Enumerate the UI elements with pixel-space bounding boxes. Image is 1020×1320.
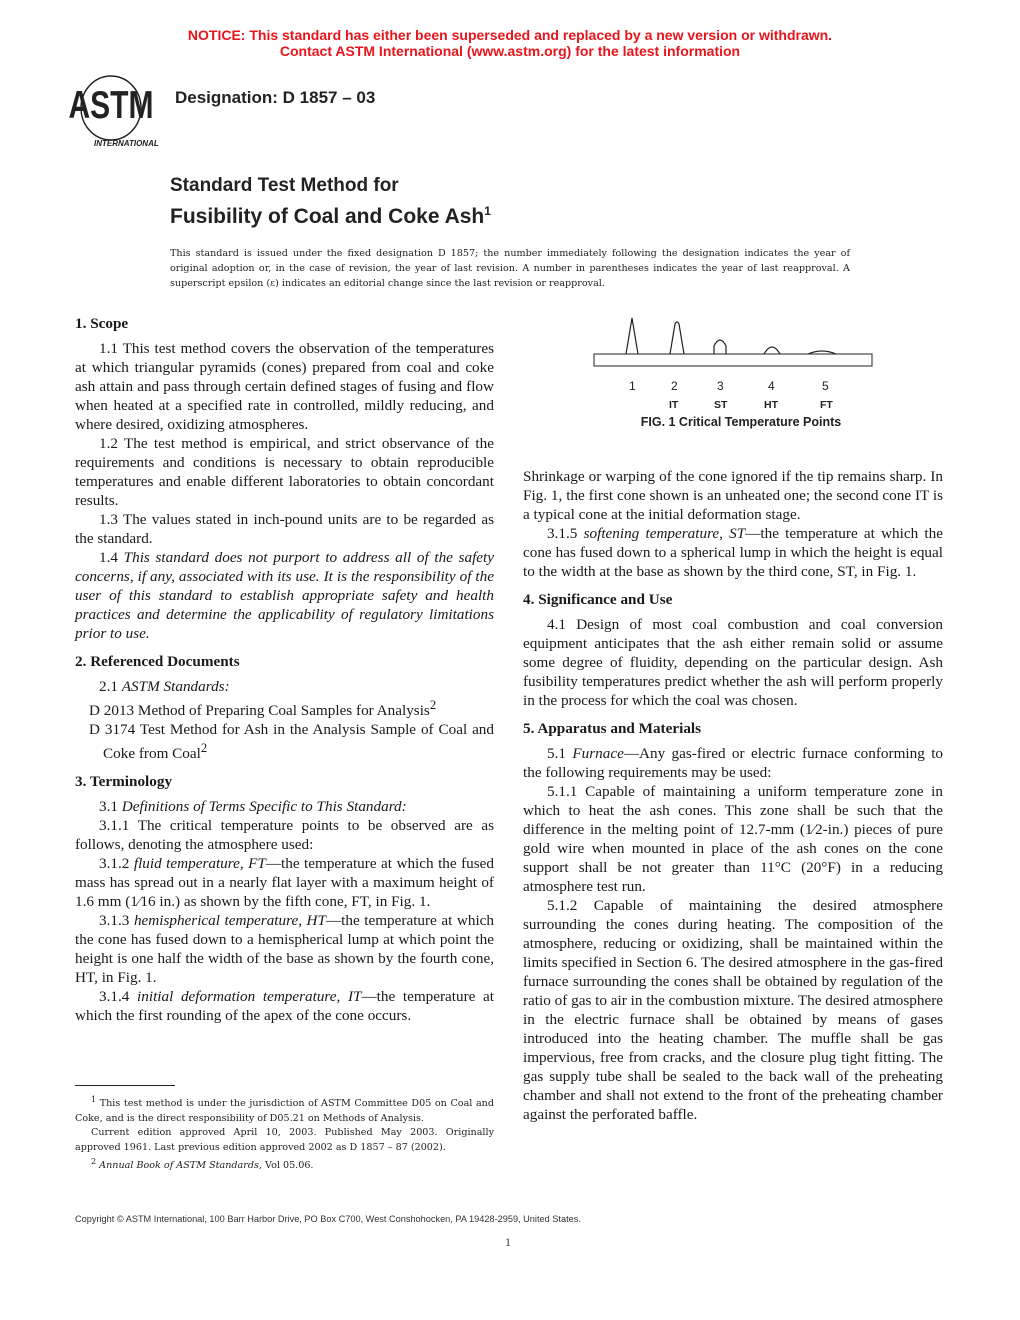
cone-label-it: IT <box>669 399 679 411</box>
preface-text: This standard is issued under the fixed designation D 1857; the number immediately following the designation indicates the year of original adoption or, in the case of revision, the year of last revision. A number in parentheses indicates the year of last reapproval. A superscript epsilon (ε) indicates an editorial change since the last revision or reapproval. <box>170 248 850 289</box>
paragraph-3-1-2: 3.1.2 fluid temperature, FT—the temperature at which the fused mass has spread out in a nearly flat layer with a maximum height of 1.6 mm (1⁄16 in.) as shown by the fifth cone, FT, in Fig. 1. <box>75 855 494 911</box>
cone-number-5: 5 <box>822 379 829 393</box>
figure-caption: FIG. 1 Critical Temperature Points <box>640 415 842 429</box>
cone-4-ht <box>764 347 780 354</box>
svg-text:ASTM: ASTM <box>68 84 154 128</box>
reference-d2013: D 2013 Method of Preparing Coal Samples for Analysis$^2$ <box>89 698 437 720</box>
paragraph-1-4: 1.4 This standard does not purport to address all of the safety concerns, if any, associated with its use. It is the responsibility of the user of this standard to establish appropriate safety and health practices and determine the applicability of regulatory limitations prior to use. <box>75 549 495 642</box>
footnotes <box>75 1093 494 1174</box>
withdrawn-notice <box>0 27 1020 59</box>
cone-number-1: 1 <box>629 379 636 393</box>
paragraph-3-1-5: 3.1.5 softening temperature, ST—the temperature at which the cone has fused down to a spherical lump in which the height is equal to the width at the base as shown by the third cone, ST, in Fig. 1. <box>523 525 943 580</box>
title-line-1: Standard Test Method for <box>170 175 399 196</box>
paragraph-1-2: 1.2 The test method is empirical, and strict observance of the requirements and conditions is necessary to obtain reproducible temperatures and enable different laboratories to obtain concordant results. <box>75 435 494 509</box>
figure-critical-temperature-points <box>580 310 880 430</box>
notice-line-1: NOTICE: This standard has either been superseded and replaced by a new version or withdrawn. <box>187 27 833 43</box>
footnote-1: $^1$ This test method is under the jurisdiction of ASTM Committee D05 on Coal and Coke, and is the direct responsibility of D05.21 on Methods of Analysis. <box>75 1095 495 1124</box>
cone-3-st <box>714 340 726 354</box>
section-heading-referenced: 2. Referenced Documents <box>75 653 240 670</box>
paragraph-1-1: 1.1 This test method covers the observation of the temperatures at which triangular pyramids (cones) prepared from coal and coke ash attain and pass through certain defined stages of fusing and flow when heated at a specified rate in controlled, mildly reducing, and where desired, oxidizing atmospheres. <box>75 340 494 433</box>
cone-number-4: 4 <box>768 379 775 393</box>
section-heading-scope: 1. Scope <box>75 315 129 332</box>
title-footnote-mark: 1 <box>484 204 491 218</box>
section-heading-terminology: 3. Terminology <box>75 773 173 791</box>
document-title <box>170 174 491 230</box>
cone-number-3: 3 <box>717 379 724 393</box>
footnote-2: $^2$ Annual Book of ASTM Standards, Vol 05.06. <box>91 1157 314 1172</box>
paragraph-3-1-3: 3.1.3 hemispherical temperature, HT—the temperature at which the cone has fused down to a hemispherical lump at which point the height is one half the width of the base as shown by the fourth cone, HT, in Fig. 1. <box>75 912 494 987</box>
footnote-divider <box>75 1085 175 1086</box>
right-column <box>523 467 943 1124</box>
paragraph-3-1: 3.1 Definitions of Terms Specific to This Standard: <box>99 798 407 816</box>
cone-number-2: 2 <box>671 379 678 393</box>
paragraph-2-1: 2.1 ASTM Standards: <box>99 678 230 695</box>
logo-subtext: INTERNATIONAL <box>94 139 159 148</box>
paragraph-3-1-4: 3.1.4 initial deformation temperature, IT—the temperature at which the first rounding of the apex of the cone occurs. <box>75 988 494 1025</box>
paragraph-3-1-1: 3.1.1 The critical temperature points to be observed are as follows, denoting the atmosphere used: <box>75 817 494 854</box>
section-heading-apparatus: 5. Apparatus and Materials <box>523 720 702 737</box>
cone-1-unheated <box>626 318 638 354</box>
astm-logo-icon <box>66 74 162 148</box>
paragraph-4-1: 4.1 Design of most coal combustion and coal conversion equipment anticipates that the ash either remain solid or assume some degree of fluidity, depending on the particular design. Ash fusibility temperatures predict whether the ash will perform properly in the process for which the coal was chosen. <box>523 616 943 709</box>
cone-label-ht: HT <box>764 399 778 411</box>
page-number: 1 <box>505 1235 511 1249</box>
cone-2-it <box>670 322 684 354</box>
left-column <box>75 314 494 1025</box>
reference-d3174: D 3174 Test Method for Ash in the Analysis Sample of Coal and Coke from Coal$^2$ <box>89 721 494 763</box>
paragraph-5-1-2: 5.1.2 Capable of maintaining the desired atmosphere surrounding the cones during heating. The composition of the atmosphere, reducing or oxidizing, shall be maintained within the limits specified in Section 6. The desired atmosphere in the gas-fired furnace surrounding the cones shall be obtained by regulation of the ratio of gas to air in the combustion mixture. The desired atmosphere in the electric furnace shall be obtained by means of gases introduced into the heating chamber. The muffle shall be gas impervious, free from cracks, and the closure plug tight fitting. The gas supply tube shall be sealed to the back wall of the preheating chamber and shall not extend to the front of the preheating chamber against the perforated baffle. <box>523 897 943 1123</box>
paragraph-3-1-4-continued: Shrinkage or warping of the cone ignored if the tip remains sharp. In Fig. 1, the first cone shown is an unheated one; the second cone IT is a typical cone at the initial deformation stage. <box>523 468 943 523</box>
cone-support-plate <box>594 354 872 366</box>
paragraph-5-1: 5.1 Furnace—Any gas-fired or electric furnace conforming to the following requirements may be used: <box>523 745 944 781</box>
paragraph-5-1-1: 5.1.1 Capable of maintaining a uniform temperature zone in which to heat the ash cones. This zone shall be such that the difference in the melting point of 12.7-mm (1⁄2-in.) pieces of pure gold wire when mounted in place of the ash cones on the cone support shall be not greater than 11°C (20°F) in a reducing atmosphere test run. <box>523 783 943 895</box>
cone-label-st: ST <box>714 399 728 411</box>
footnote-1-edition: Current edition approved April 10, 2003. Published May 2003. Originally approved 1961. Last previous edition approved 2002 as D 1857 – 87 (2002). <box>75 1127 494 1153</box>
title-line-2: Fusibility of Coal and Coke Ash <box>170 205 485 228</box>
section-heading-significance: 4. Significance and Use <box>523 591 673 608</box>
copyright-notice: Copyright © ASTM International, 100 Barr Harbor Drive, PO Box C700, West Conshohocken, PA 19428-2959, United States. <box>75 1214 581 1224</box>
cone-label-ft: FT <box>820 399 833 411</box>
paragraph-1-3: 1.3 The values stated in inch-pound units are to be regarded as the standard. <box>75 511 494 547</box>
notice-line-2: Contact ASTM International (www.astm.org) for the latest information <box>279 43 741 59</box>
designation: Designation: D 1857 – 03 <box>175 88 376 107</box>
